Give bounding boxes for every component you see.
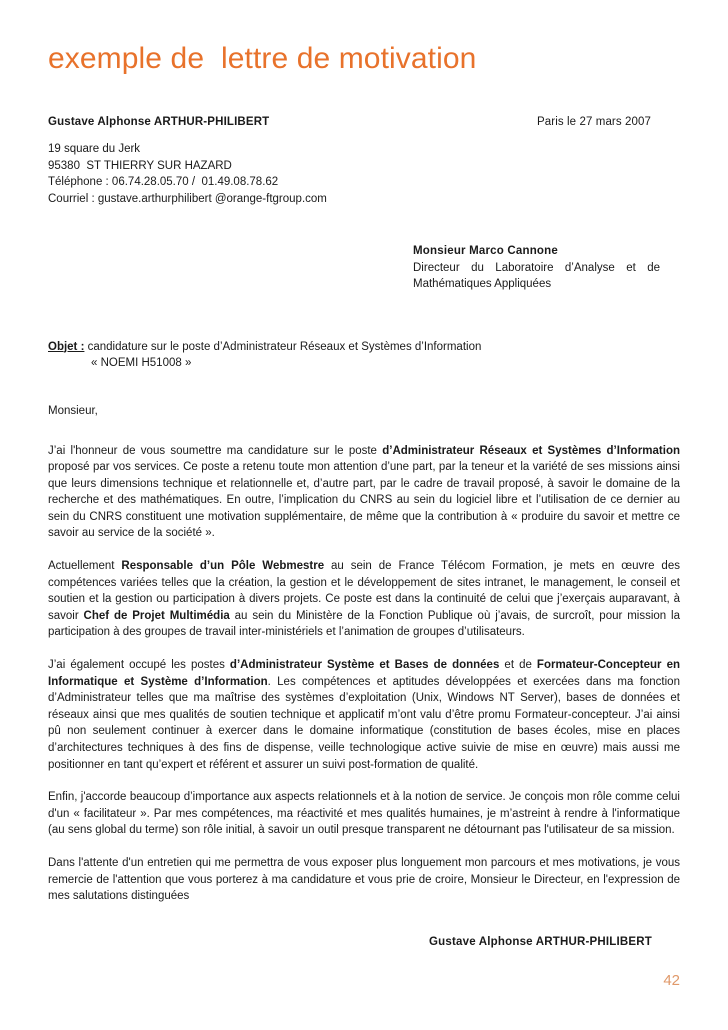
signature-name: Gustave Alphonse ARTHUR-PHILIBERT: [429, 935, 652, 948]
sender-city: 95380 ST THIERRY SUR HAZARD: [48, 159, 232, 172]
subject-reference: « NOEMI H51008 »: [91, 357, 192, 369]
p2-segment-1: Actuellement: [48, 560, 122, 573]
page-title: exemple de lettre de motivation: [48, 42, 477, 75]
body-paragraph-1: [48, 443, 680, 543]
subject-text: candidature sur le poste d’Administrateur Réseaux et Systèmes d’Information: [84, 340, 482, 353]
body-paragraph-4: Enfin, j'accorde beaucoup d’importance aux aspects relationnels et à la notion de service. Je conçois mon rôle comme celui d'un « facilitateur ». Par mes compétences, ma réactivité et mes qualités humaines, je m’astreint à rendre à l'informatique (au sens global du terme) son rôle initial, à savoir un outil presque transparent ne détournant pas l'utilisateur de sa mission.: [48, 791, 680, 837]
p3-segment-2: et de: [499, 659, 537, 672]
p2-segment-2: au sein de France Télécom Formation, je mets en œuvre des compétences variées telles que la création, la gestion et le développement de sites intranet, le management, le conseil et soutien et la gestion ou participation à divers projets. Ce poste est dans la continuité de celui que j’exerçais auparavant, à savoir: [48, 560, 680, 622]
page-number: 42: [663, 972, 680, 989]
p3-segment-3: . Les compétences et aptitudes développées et exercées dans ma fonction d’Administrateur telles que ma maîtrise des systèmes d’exploitation (Unix, Windows NT Server), bases de données et réseaux ainsi que mes qualités de soutien technique et applicatif m’ont valu d’être promu Formateur-concepteur. J’ai ainsi pû non seulement continuer à exercer dans le domaine informatique (constitution de bases écoles, mise en places d’architectures techniques à des fins de dispense, veille technologique active suivie de mise en œuvre) mais aussi me positionner en tant qu’expert et référent et assurer un suivi post-formation de qualité.: [48, 675, 680, 771]
sender-email: Courriel : gustave.arthurphilibert @orange-ftgroup.com: [48, 192, 327, 205]
p2-bold-1: Responsable d’un Pôle Webmestre: [121, 560, 325, 573]
sender-street: 19 square du Jerk: [48, 143, 141, 155]
sender-name: Gustave Alphonse ARTHUR-PHILIBERT: [48, 116, 270, 128]
p3-bold-2: Formateur-Concepteur en Informatique et Système d’Information: [48, 659, 680, 688]
p3-bold-1: d’Administrateur Système et Bases de données: [229, 659, 500, 672]
subject-block: [48, 339, 680, 372]
recipient-block: [413, 243, 660, 293]
p3-segment-1: J’ai également occupé les postes: [48, 659, 230, 672]
p2-segment-3: au sein du Ministère de la Fonction Publique où j’avais, de surcroît, pour mission la participation à des groupes de travail inter-ministériels et l’animation de groupes d’utilisateurs.: [48, 609, 680, 639]
sender-address-block: [48, 141, 680, 207]
sender-phone: Téléphone : 06.74.28.05.70 / 01.49.08.78.62: [48, 176, 279, 188]
letter-header: [48, 116, 680, 128]
p1-segment-2: proposé par vos services. Ce poste a retenu toute mon attention d’une part, par la teneur et la variété de ses missions ainsi que leurs dimensions technique et relationnelle et, d’autre part, par le cadre de travail proposé, à savoir le domaine de la recherche et des mathématiques. En outre, l’implication du CNRS au sein du logiciel libre et l’utilisation de ce dernier au sein du CNRS constituent une motivation supplémentaire, de même que la contribution à « produire du savoir et mettre ce savoir au service de la société ».: [48, 461, 680, 540]
body-paragraph-5: Dans l'attente d'un entretien qui me permettra de vous exposer plus longuement mon parcours et mes motivations, je vous remercie de l'attention que vous porterez à ma candidature et vous prie de croire, Monsieur le Directeur, en l'expression de mes salutations distinguées: [48, 856, 680, 903]
body-paragraph-2: [48, 558, 680, 641]
letter-date: Paris le 27 mars 2007: [537, 116, 651, 128]
recipient-role: Directeur du Laboratoire d’Analyse et de Mathématiques Appliquées: [413, 261, 660, 290]
p2-bold-2: Chef de Projet Multimédia: [83, 609, 230, 622]
recipient-name: Monsieur Marco Cannone: [413, 245, 558, 257]
subject-label: Objet :: [48, 340, 85, 353]
salutation: Monsieur,: [48, 404, 98, 417]
p1-segment-1: J’ai l'honneur de vous soumettre ma candidature sur le poste: [48, 444, 383, 457]
body-paragraph-3: [48, 657, 680, 773]
letter-body: [48, 443, 680, 905]
p1-bold-1: d’Administrateur Réseaux et Systèmes d’Information: [382, 444, 680, 457]
